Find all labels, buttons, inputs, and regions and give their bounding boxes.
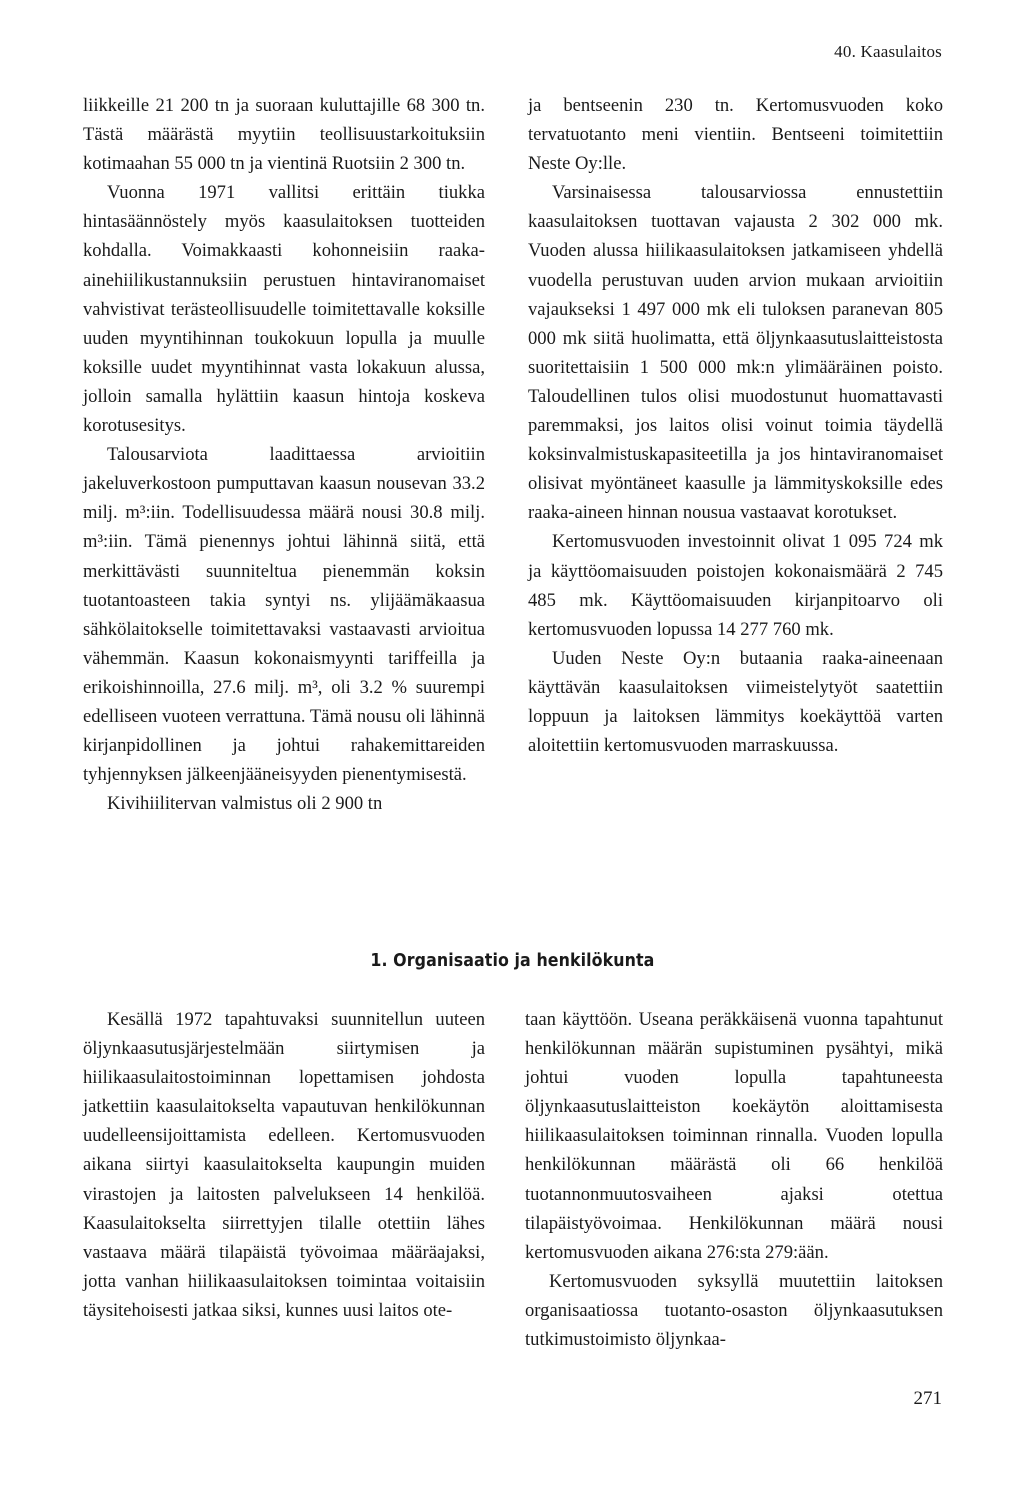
bottom-left-column [83, 1005, 485, 1325]
paragraph: liikkeille 21 200 tn ja suoraan kuluttajille 68 300 tn. Tästä määrästä myytiin teollisuustarkoituksiin kotimaahan 55 000 tn ja vientinä Ruotsiin 2 300 tn. [83, 95, 485, 175]
top-right-column [528, 91, 943, 760]
paragraph: taan käyttöön. Useana peräkkäisenä vuonna tapahtunut henkilökunnan määrän supistuminen pysähtyi, mikä johtui vuoden lopulla tapahtuneesta öljynkaasutuslaitteiston koekäytön aloittamisesta hiilikaasulaitoksen toiminnan rinnalla. Vuoden lopulla henkilökunnan määrästä oli 66 henkilöä tuotannonmuutosvaiheen ajaksi otettua tilapäistyövoimaa. Henkilökunnan määrä nousi kertomusvuoden aikana 276:sta 279:ään. [525, 1009, 943, 1263]
paragraph: Kesällä 1972 tapahtuvaksi suunnitellun uuteen öljynkaasutusjärjestelmään siirtymisen ja hiilikaasulaitostoiminnan lopettamisen johdosta jatkettiin kaasulaitokselta vapautuvan henkilökunnan uudelleensijoittamista edelleen. Kertomusvuoden aikana siirtyi kaasulaitokselta kaupungin muiden virastojen ja laitosten palvelukseen 14 henkilöä. Kaasulaitokselta siirrettyjen tilalle otettiin lähes vastaava määrä tilapäistä työvoimaa määräajaksi, jotta vanhan hiilikaasulaitoksen toimintaa voitaisiin täysitehoisesti jatkaa siksi, kunnes uusi laitos ote- [83, 1009, 485, 1321]
paragraph: Kivihiilitervan valmistus oli 2 900 tn [107, 793, 383, 815]
paragraph: Varsinaisessa talousarviossa ennustettiin kaasulaitoksen tuottavan vajausta 2 302 000 mk. Vuoden alussa hiilikaasulaitoksen jatkamiseen yhdellä vuodella perustuvan uuden arvion mukaan arvioitiin vajaukseksi 1 497 000 mk eli tuloksen paranevan 805 000 mk siitä huolimatta, että öljynkaasutuslaitteistosta suoritettaisiin 1 500 000 mk:n ylimääräinen poisto. Taloudellinen tulos olisi muodostunut huomattavasti paremmaksi, jos laitos olisi voinut toimia täydellä koksinvalmistuskapasiteetilla ja jos hintaviranomaiset olisivat myöntäneet kaasulle ja lämmityskoksille edes raaka-aineen hinnan nousua vastaavat korotukset. [528, 182, 943, 524]
section-heading [0, 950, 1024, 971]
paragraph: Vuonna 1971 vallitsi erittäin tiukka hintasäännöstely myös kaasulaitoksen tuotteiden kohdalla. Voimakkaasti kohonneisiin raaka-ainehiilikustannuksiin perustuen hintaviranomaiset vahvistivat terästeollisuudelle toimitettavalle koksille uuden myyntihinnan toukokuun lopulla ja muulle koksille uudet myyntihinnat vasta lokakuun alussa, jolloin samalla hylättiin kaasun hintoja koskeva korotusesitys. [83, 182, 485, 437]
bottom-right-column [525, 1005, 943, 1354]
running-head: 40. Kaasulaitos [834, 42, 942, 61]
paragraph: Kertomusvuoden syksyllä muutettiin laitoksen organisaatiossa tuotanto-osaston öljynkaasutuksen tutkimustoimisto öljynkaa- [525, 1270, 943, 1351]
section-heading-text: 1. Organisaatio ja henkilökunta [369, 950, 655, 971]
paragraph: Talousarviota laadittaessa arvioitiin jakeluverkostoon pumputtavan kaasun nousevan 33.2 milj. m³:iin. Todellisuudessa määrä nousi 30.8 milj. m³:iin. Tämä pienennys johtui lähinnä siitä, että merkittävästi suunniteltua pienemmän koksin tuotantoasteen takia syntyi ns. ylijäämäkaasua sähkölaitokselle toimitettavaksi vastaavasti arvioitua vähemmän. Kaasun kokonaismyynti tariffeilla ja erikoishinnoilla, 27.6 milj. m³, oli 3.2 % suurempi edelliseen vuoteen verrattuna. Tämä nousu oli lähinnä kirjanpidollinen ja johtui rahakemittareiden tyhjennyksen jälkeenjääneisyyden pienentymisestä. [83, 444, 485, 786]
paragraph: Kertomusvuoden investoinnit olivat 1 095 724 mk ja käyttöomaisuuden poistojen kokonaismäärä 2 745 485 mk. Käyttöomaisuuden kirjanpitoarvo oli kertomusvuoden lopussa 14 277 760 mk. [528, 531, 943, 640]
page-number: 271 [913, 1388, 942, 1409]
top-left-column [83, 91, 485, 818]
paragraph: ja bentseenin 230 tn. Kertomusvuoden koko tervatuotanto meni vientiin. Bentseeni toimitettiin Neste Oy:lle. [528, 95, 943, 175]
paragraph: Uuden Neste Oy:n butaania raaka-aineenaan käyttävän kaasulaitoksen viimeistelytyöt saatettiin loppuun ja laitoksen lämmitys koekäyttöä varten aloitettiin kertomusvuoden marraskuussa. [528, 647, 943, 757]
